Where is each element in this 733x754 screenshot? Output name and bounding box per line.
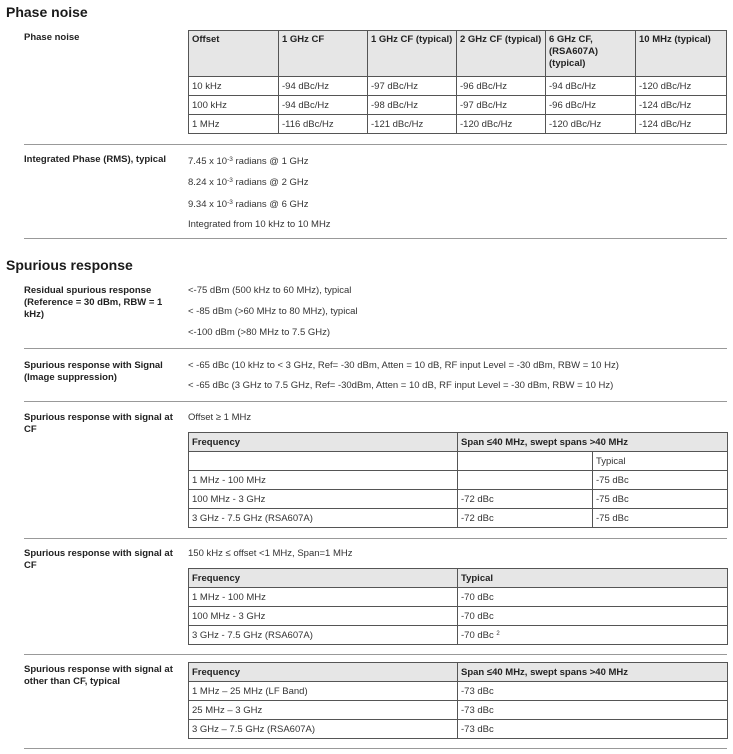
- table-cell: -96 dBc/Hz: [457, 77, 546, 96]
- table-subheader-row: [189, 452, 728, 471]
- table-cell: -120 dBc/Hz: [457, 115, 546, 134]
- table-cell: 1 MHz - 100 MHz: [189, 588, 458, 607]
- spurious-at-cf-offset: 150 kHz ≤ offset <1 MHz, Span=1 MHz: [188, 548, 353, 559]
- table-cell: 1 MHz – 25 MHz (LF Band): [189, 682, 458, 701]
- table-cell: -72 dBc: [458, 490, 593, 509]
- column-header: Span ≤40 MHz, swept spans >40 MHz: [458, 433, 728, 452]
- table-cell: -75 dBc: [593, 471, 728, 490]
- table-cell: -98 dBc/Hz: [368, 96, 457, 115]
- table-cell: -73 dBc: [458, 720, 728, 739]
- table-row: [189, 96, 727, 115]
- column-header: 1 GHz CF: [279, 31, 368, 77]
- table-cell: -96 dBc/Hz: [546, 96, 636, 115]
- table-row: [189, 115, 727, 134]
- column-header: Frequency: [189, 433, 458, 452]
- row-label-residual-spurious: Residual spurious response (Reference = 30 dBm, RBW = 1 kHz): [24, 285, 163, 320]
- table-cell: -121 dBc/Hz: [368, 115, 457, 134]
- row-label-phase-noise: Phase noise: [24, 32, 80, 43]
- table-cell: -120 dBc/Hz: [546, 115, 636, 134]
- table-cell: -75 dBc: [593, 509, 728, 528]
- column-header: Offset: [189, 31, 279, 77]
- table-cell: 10 kHz: [189, 77, 279, 96]
- table-cell: 1 MHz: [189, 115, 279, 134]
- integrated-phase-value: 8.24 x $10^{-3}$ radians @ 2 GHz: [188, 177, 309, 188]
- table-cell: 100 kHz: [189, 96, 279, 115]
- divider: [24, 144, 727, 145]
- table-cell: 25 MHz – 3 GHz: [189, 701, 458, 720]
- table-row: [189, 682, 728, 701]
- integrated-phase-note: Integrated from 10 kHz to 10 MHz: [188, 219, 331, 230]
- table-row: [189, 77, 727, 96]
- table-header-row: [189, 31, 727, 77]
- cell-value: -70 dBc: [461, 629, 494, 641]
- table-cell: -94 dBc/Hz: [279, 96, 368, 115]
- footnote-marker: 2: [496, 630, 500, 637]
- spurious-other-than-cf-table: [188, 662, 728, 739]
- table-row: [189, 509, 728, 528]
- row-label-spurious-at-cf: Spurious response with signal at CF: [24, 412, 173, 435]
- table-cell: 100 MHz - 3 GHz: [189, 607, 458, 626]
- table-cell: [458, 626, 728, 645]
- integrated-phase-value: 9.34 x $10^{-3}$ radians @ 6 GHz: [188, 199, 309, 210]
- divider: [24, 654, 727, 655]
- row-label-spurious-at-cf: Spurious response with signal at CF: [24, 548, 173, 571]
- table-cell: 3 GHz - 7.5 GHz (RSA607A): [189, 509, 458, 528]
- table-cell: -75 dBc: [593, 490, 728, 509]
- table-row: [189, 471, 728, 490]
- column-header: Span ≤40 MHz, swept spans >40 MHz: [458, 663, 728, 682]
- divider: [24, 748, 727, 749]
- table-row: [189, 701, 728, 720]
- column-header: Frequency: [189, 663, 458, 682]
- column-header: 10 MHz (typical): [636, 31, 727, 77]
- table-cell: 100 MHz - 3 GHz: [189, 490, 458, 509]
- table-cell: [458, 471, 593, 490]
- divider: [24, 348, 727, 349]
- table-subheader-typical: Typical: [593, 452, 728, 471]
- table-row: [189, 588, 728, 607]
- residual-spurious-value: <-75 dBm (500 kHz to 60 MHz), typical: [188, 285, 352, 296]
- column-header: Frequency: [189, 569, 458, 588]
- table-cell: -116 dBc/Hz: [279, 115, 368, 134]
- table-cell: -73 dBc: [458, 682, 728, 701]
- spurious-at-cf-table-2: [188, 568, 728, 645]
- column-header: 6 GHz CF, (RSA607A) (typical): [546, 31, 636, 77]
- residual-spurious-value: < -85 dBm (>60 MHz to 80 MHz), typical: [188, 306, 358, 317]
- table-cell: -70 dBc: [458, 588, 728, 607]
- table-row: [189, 720, 728, 739]
- table-cell: -97 dBc/Hz: [457, 96, 546, 115]
- residual-spurious-value: <-100 dBm (>80 MHz to 7.5 GHz): [188, 327, 331, 338]
- table-cell: -124 dBc/Hz: [636, 115, 727, 134]
- table-header-row: [189, 433, 728, 452]
- table-cell: -120 dBc/Hz: [636, 77, 727, 96]
- table-row: [189, 490, 728, 509]
- integrated-phase-value: 7.45 x $10^{-3}$ radians @ 1 GHz: [188, 156, 309, 167]
- row-label-spurious-other-than-cf: Spurious response with signal at other than CF, typical: [24, 664, 173, 687]
- table-cell: -94 dBc/Hz: [279, 77, 368, 96]
- table-cell: 3 GHz - 7.5 GHz (RSA607A): [189, 626, 458, 645]
- spurious-at-cf-table: [188, 432, 728, 528]
- table-cell: [189, 452, 458, 471]
- table-cell: -94 dBc/Hz: [546, 77, 636, 96]
- spurious-with-signal-value: < -65 dBc (3 GHz to 7.5 GHz, Ref= -30dBm, Atten = 10 dB, RF input Level = -30 dBm, RBW = 10 Hz): [188, 380, 614, 391]
- table-cell: 1 MHz - 100 MHz: [189, 471, 458, 490]
- column-header: 1 GHz CF (typical): [368, 31, 457, 77]
- table-cell: [458, 452, 593, 471]
- table-cell: 3 GHz – 7.5 GHz (RSA607A): [189, 720, 458, 739]
- table-cell: -124 dBc/Hz: [636, 96, 727, 115]
- spurious-at-cf-offset: Offset ≥ 1 MHz: [188, 412, 252, 423]
- row-label-spurious-with-signal: Spurious response with Signal (Image suppression): [24, 360, 163, 383]
- divider: [24, 401, 727, 402]
- table-row: [189, 607, 728, 626]
- column-header: 2 GHz CF (typical): [457, 31, 546, 77]
- row-label-integrated-phase: Integrated Phase (RMS), typical: [24, 154, 167, 165]
- divider: [24, 238, 727, 239]
- column-header: Typical: [458, 569, 728, 588]
- table-row: [189, 626, 728, 645]
- table-cell: -73 dBc: [458, 701, 728, 720]
- table-header-row: [189, 569, 728, 588]
- section-heading-phase-noise: Phase noise: [6, 4, 88, 20]
- table-cell: -97 dBc/Hz: [368, 77, 457, 96]
- section-heading-spurious-response: Spurious response: [6, 257, 133, 273]
- table-cell: -70 dBc: [458, 607, 728, 626]
- table-header-row: [189, 663, 728, 682]
- phase-noise-table: [188, 30, 727, 134]
- divider: [24, 538, 727, 539]
- table-cell: -72 dBc: [458, 509, 593, 528]
- spurious-with-signal-value: < -65 dBc (10 kHz to < 3 GHz, Ref= -30 dBm, Atten = 10 dB, RF input Level = -30 dBm, RBW = 10 Hz): [188, 360, 619, 371]
